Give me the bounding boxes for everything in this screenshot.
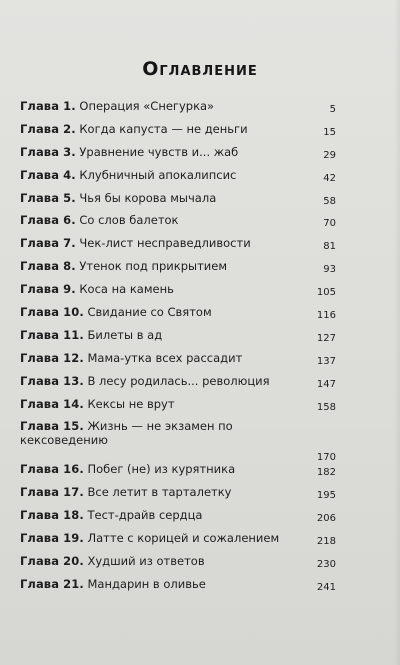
- chapter-title: Мама-утка всех рассадит: [87, 350, 243, 365]
- chapter-number: Глава 9.: [20, 282, 76, 297]
- chapter-title: Латте с корицей и сожалением: [87, 531, 280, 546]
- chapter-title: Побег (не) из курятника: [87, 462, 236, 477]
- toc-entry-text: [20, 259, 310, 273]
- chapter-number: Глава 11.: [20, 327, 84, 342]
- chapter-title: Кексы не врут: [87, 396, 175, 411]
- page-number: 105: [316, 287, 336, 299]
- toc-entry: [20, 328, 336, 351]
- chapter-number: Глава 2.: [20, 121, 76, 136]
- chapter-title: Худший из ответов: [87, 554, 205, 569]
- toc-entry: [20, 213, 336, 236]
- chapter-title: Свидание со Святом: [87, 305, 212, 320]
- chapter-title: Чек-лист несправедливости: [79, 236, 251, 251]
- page-number: 218: [316, 536, 336, 548]
- toc-entry-text: [20, 99, 310, 113]
- toc-entry: [20, 462, 336, 485]
- toc-entry: [20, 577, 336, 600]
- toc-entry-text: [20, 282, 310, 296]
- chapter-number: Глава 16.: [20, 462, 84, 477]
- toc-entry-text: [20, 122, 310, 136]
- page-number: 137: [316, 355, 336, 367]
- toc-entry-text: [20, 554, 310, 568]
- toc-entry-text: [20, 374, 310, 388]
- toc-entry-text: [20, 191, 310, 205]
- chapter-number: Глава 10.: [20, 305, 84, 320]
- page-number: 147: [316, 378, 336, 390]
- toc-entry: [20, 485, 336, 508]
- chapter-number: Глава 18.: [20, 508, 84, 523]
- toc-entry-text: [20, 485, 310, 499]
- toc-entry: [20, 305, 336, 328]
- chapter-number: Глава 6.: [20, 213, 76, 228]
- toc-entry-text: [20, 236, 310, 250]
- chapter-title: Все летит в тарталетку: [87, 485, 232, 500]
- toc-entry: [20, 122, 336, 145]
- page-number: 81: [323, 241, 336, 253]
- chapter-number: Глава 5.: [20, 190, 76, 205]
- toc-entry-text: [20, 531, 310, 545]
- toc-list: [20, 99, 336, 600]
- toc-entry: [20, 554, 336, 577]
- chapter-number: Глава 13.: [20, 373, 84, 388]
- chapter-title: В лесу родилась... революция: [87, 373, 270, 388]
- chapter-title: Со слов балеток: [79, 213, 179, 228]
- page-number: 58: [323, 195, 336, 207]
- toc-entry-text: [20, 305, 310, 319]
- toc-entry-text: [20, 213, 310, 227]
- page-number: 93: [323, 264, 336, 276]
- chapter-title: Билеты в ад: [87, 327, 163, 342]
- chapter-number: Глава 1.: [20, 99, 76, 113]
- toc-entry: [20, 531, 336, 554]
- page-number: 15: [323, 126, 336, 138]
- page-edge-shadow: [394, 0, 400, 665]
- chapter-title: Утенок под прикрытием: [79, 259, 228, 274]
- chapter-number: Глава 21.: [20, 576, 84, 591]
- toc-entry: [20, 419, 336, 462]
- page-number: 182: [316, 467, 336, 479]
- toc-title: Оглавление: [142, 58, 258, 80]
- chapter-number: Глава 8.: [20, 259, 76, 274]
- page-number: 206: [316, 513, 336, 525]
- chapter-title: Клубничный апокалипсис: [79, 167, 237, 182]
- toc-entry-text: [20, 168, 310, 182]
- chapter-number: Глава 3.: [20, 144, 76, 159]
- page-number: 116: [316, 310, 336, 322]
- chapter-number: Глава 20.: [20, 554, 84, 569]
- toc-entry-text: [20, 351, 310, 365]
- toc-entry: [20, 374, 336, 397]
- page-number: 127: [316, 332, 336, 344]
- toc-entry: [20, 351, 336, 374]
- toc-entry-text: [20, 577, 310, 591]
- chapter-title: Мандарин в оливье: [87, 576, 206, 591]
- chapter-title: Тест-драйв сердца: [87, 508, 203, 523]
- chapter-title: Уравнение чувств и... жаб: [79, 144, 239, 159]
- toc-entry: [20, 508, 336, 531]
- chapter-number: Глава 14.: [20, 396, 84, 411]
- chapter-number: Глава 7.: [20, 236, 76, 251]
- page-number: 5: [329, 104, 336, 115]
- toc-entry: [20, 282, 336, 305]
- toc-entry: [20, 168, 336, 191]
- chapter-number: Глава 19.: [20, 531, 84, 546]
- toc-entry: [20, 397, 336, 420]
- toc-entry-text: [20, 462, 310, 476]
- page-number: 195: [316, 490, 336, 502]
- chapter-title: Операция «Снегурка»: [79, 99, 215, 113]
- chapter-number: Глава 15.: [20, 419, 84, 434]
- toc-entry: [20, 259, 336, 282]
- page-number: 158: [316, 401, 336, 413]
- page-number: 29: [323, 149, 336, 161]
- page-number: 170: [316, 452, 336, 464]
- chapter-title: Чья бы корова мычала: [79, 190, 217, 205]
- chapter-title: Коса на камень: [79, 282, 174, 297]
- toc-entry: [20, 145, 336, 168]
- chapter-title: Когда капуста — не деньги: [79, 121, 248, 136]
- toc-entry-text: [20, 419, 235, 447]
- chapter-number: Глава 17.: [20, 485, 84, 500]
- page-number: 230: [316, 559, 336, 571]
- chapter-number: Глава 12.: [20, 350, 84, 365]
- toc-entry: [20, 99, 336, 122]
- toc-entry-text: [20, 145, 310, 159]
- chapter-title: Жизнь — не экзамен по кексоведению: [20, 419, 233, 448]
- toc-entry-text: [20, 508, 310, 522]
- chapter-number: Глава 4.: [20, 167, 76, 182]
- page-number: 241: [316, 581, 336, 593]
- page-number: 70: [323, 218, 336, 230]
- toc-entry-text: [20, 328, 310, 342]
- page-number: 42: [323, 172, 336, 184]
- toc-entry-text: [20, 397, 310, 411]
- toc-entry: [20, 191, 336, 214]
- toc-entry: [20, 236, 336, 259]
